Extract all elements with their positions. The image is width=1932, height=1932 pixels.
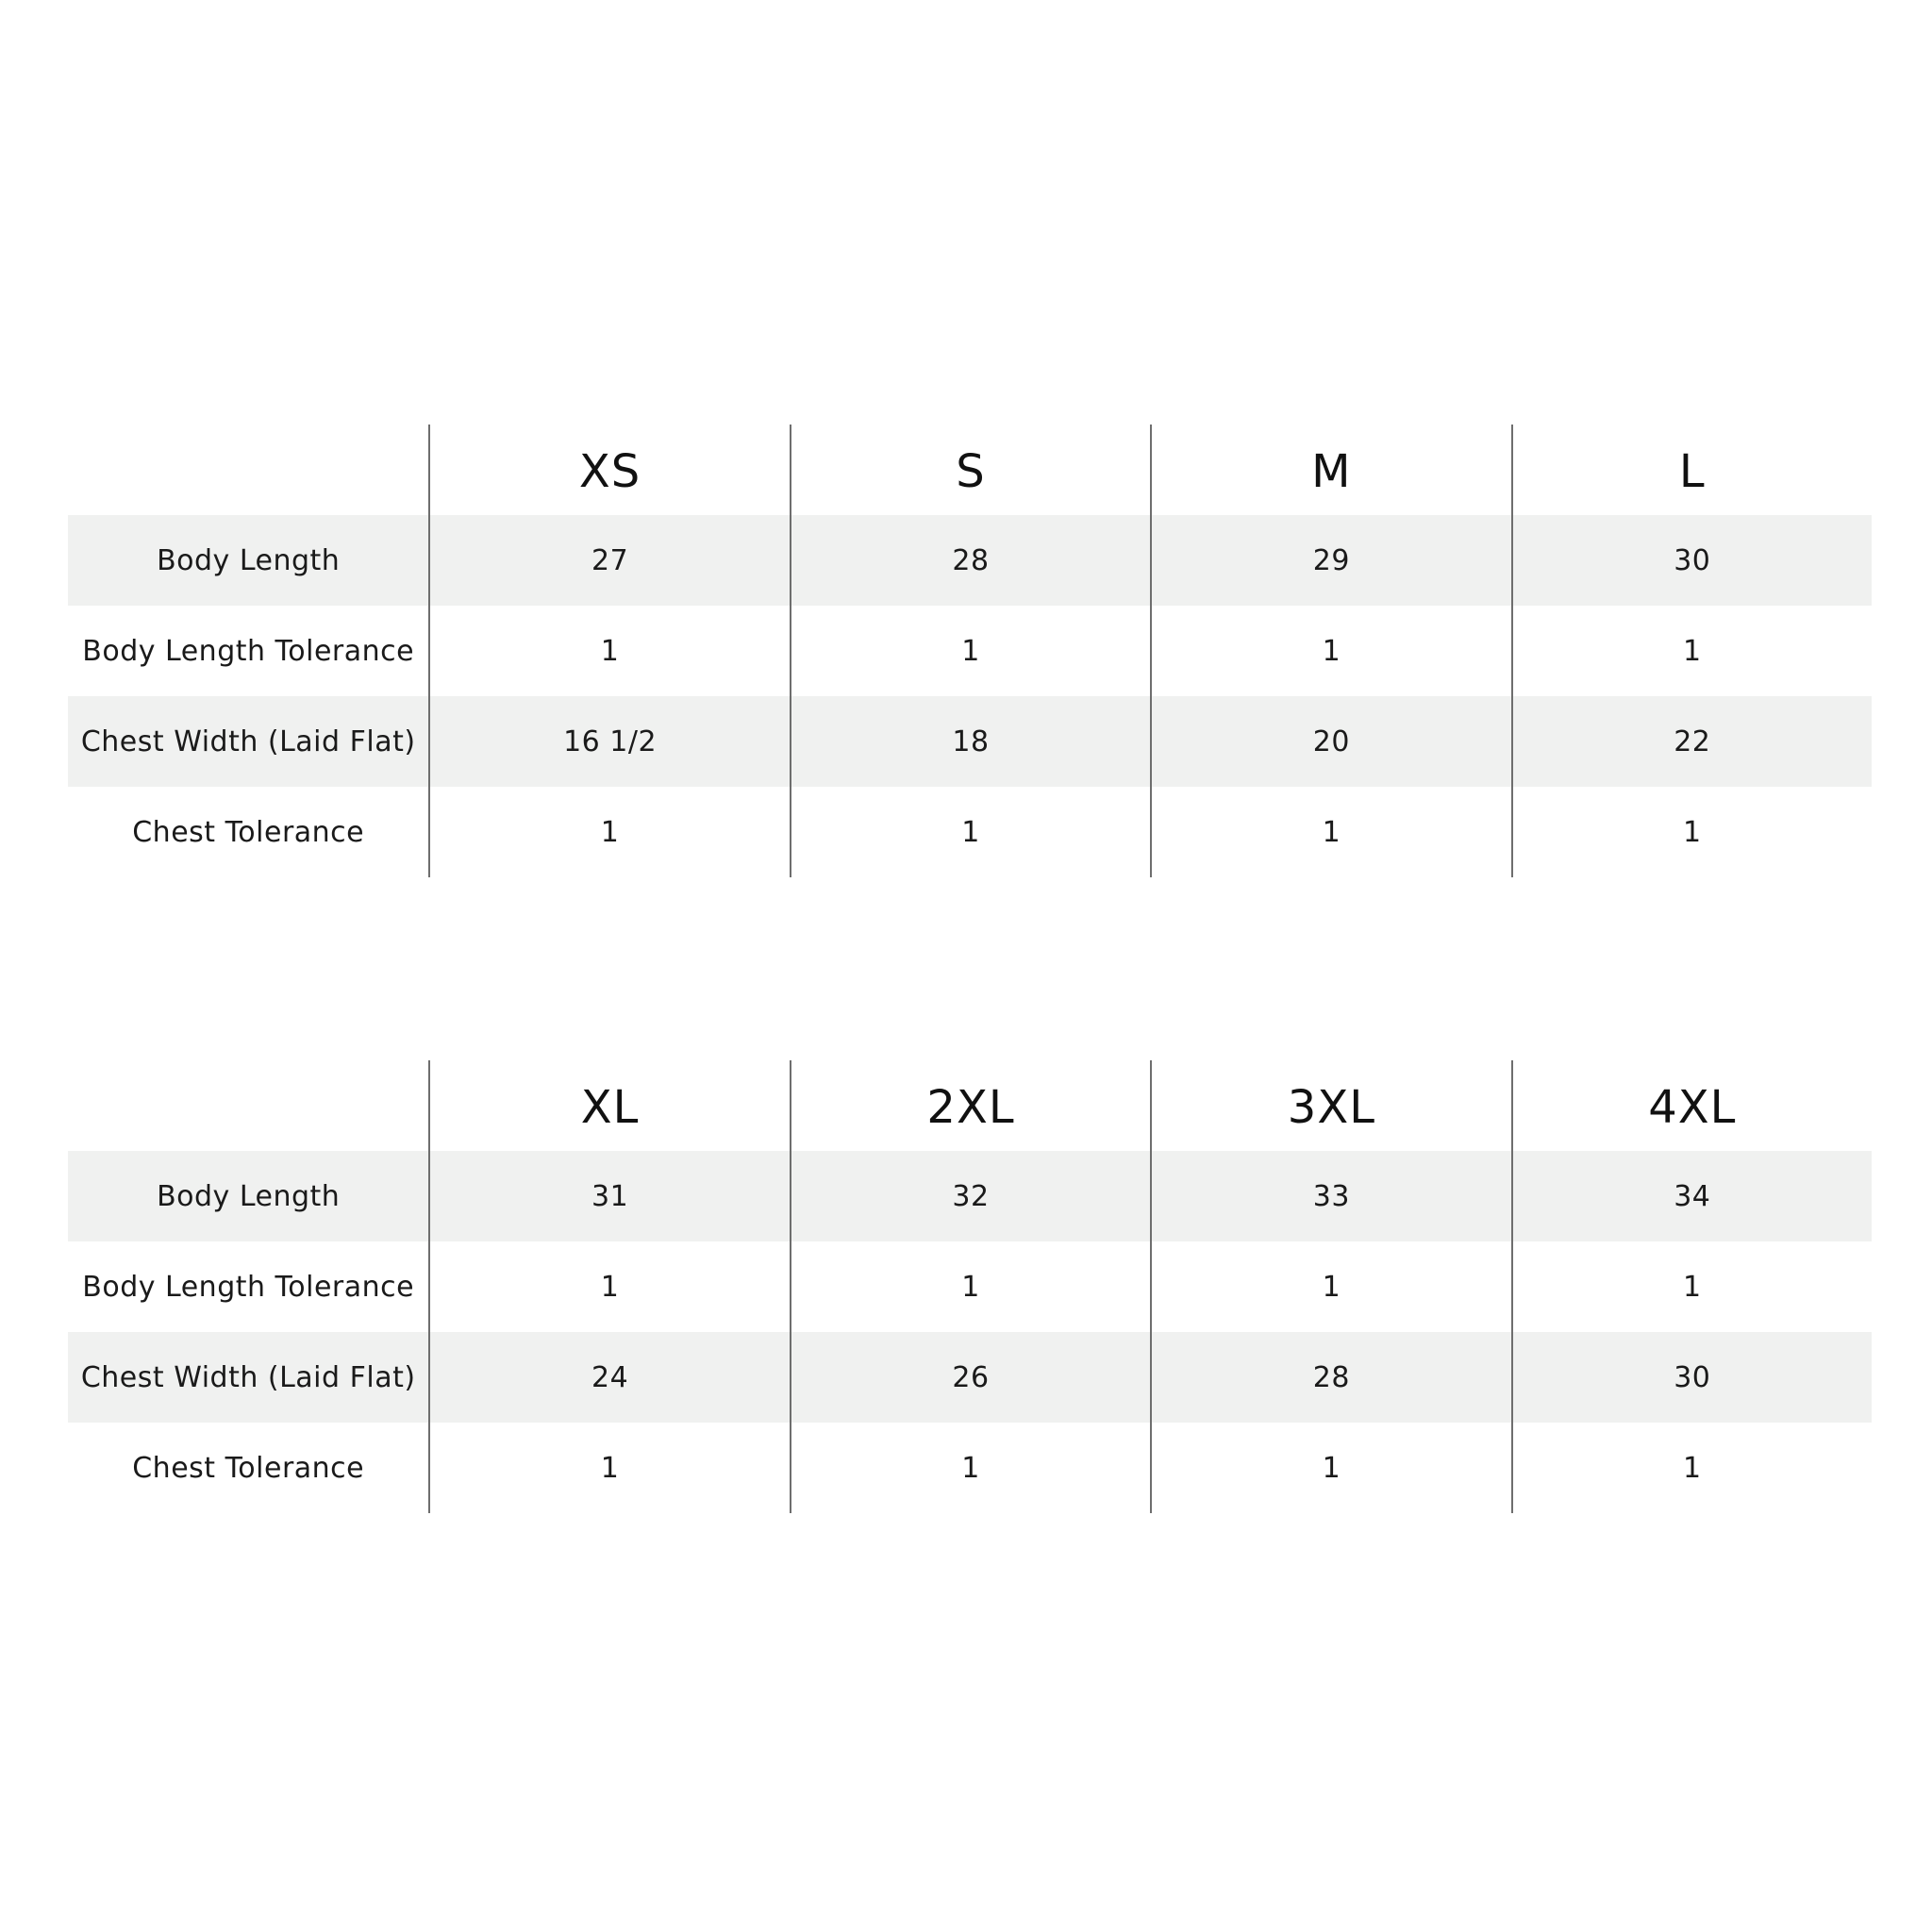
row-label-chest-width: Chest Width (Laid Flat)	[68, 1332, 428, 1423]
measurement-cell: 29	[1150, 515, 1510, 606]
row-label-chest-tolerance: Chest Tolerance	[132, 815, 365, 849]
measurement-cell: 1	[428, 606, 789, 696]
measurement-cell: 30	[1511, 1332, 1872, 1423]
measurement-cell: 28	[790, 515, 1150, 606]
size-header: 2XL	[790, 1060, 1150, 1151]
measurement-cell: 22	[1511, 696, 1872, 787]
row-label-chest-tolerance: Chest Tolerance	[132, 1451, 365, 1485]
measurement-cell: 1	[790, 606, 1150, 696]
measurement-cell: 24	[428, 1332, 789, 1423]
size-chart-table-2	[68, 1060, 1872, 1513]
row-label-body-length: Body Length	[68, 515, 428, 606]
row-label-body-length-tolerance: Body Length Tolerance	[82, 634, 415, 668]
measurement-cell: 1	[1511, 606, 1872, 696]
measurement-cell: 1	[1511, 1423, 1872, 1513]
row-label-body-length: Body Length	[68, 1151, 428, 1241]
measurement-cell: 1	[428, 1241, 789, 1332]
header-corner-cell	[68, 425, 428, 515]
measurement-cell: 1	[1150, 1241, 1510, 1332]
size-header: XL	[428, 1060, 789, 1151]
size-header: XS	[428, 425, 789, 515]
measurement-cell: 1	[1150, 606, 1510, 696]
measurement-cell: 26	[790, 1332, 1150, 1423]
measurement-cell: 1	[790, 787, 1150, 877]
measurement-cell: 1	[428, 1423, 789, 1513]
measurement-cell: 1	[428, 787, 789, 877]
size-chart-table-1	[68, 425, 1872, 877]
size-header: S	[790, 425, 1150, 515]
measurement-cell: 28	[1150, 1332, 1510, 1423]
measurement-cell: 30	[1511, 515, 1872, 606]
size-header: 4XL	[1511, 1060, 1872, 1151]
measurement-cell: 1	[790, 1423, 1150, 1513]
measurement-cell: 18	[790, 696, 1150, 787]
measurement-cell: 1	[1150, 787, 1510, 877]
row-label-body-length-tolerance: Body Length Tolerance	[82, 1270, 415, 1304]
measurement-cell: 20	[1150, 696, 1510, 787]
measurement-cell: 16 1/2	[428, 696, 789, 787]
header-corner-cell	[68, 1060, 428, 1151]
measurement-cell: 34	[1511, 1151, 1872, 1241]
row-label-chest-width: Chest Width (Laid Flat)	[68, 696, 428, 787]
size-header: M	[1150, 425, 1510, 515]
measurement-cell: 33	[1150, 1151, 1510, 1241]
size-header: L	[1511, 425, 1872, 515]
measurement-cell: 27	[428, 515, 789, 606]
measurement-cell: 1	[790, 1241, 1150, 1332]
measurement-cell: 1	[1511, 1241, 1872, 1332]
measurement-cell: 32	[790, 1151, 1150, 1241]
size-header: 3XL	[1150, 1060, 1510, 1151]
measurement-cell: 1	[1150, 1423, 1510, 1513]
measurement-cell: 1	[1511, 787, 1872, 877]
measurement-cell: 31	[428, 1151, 789, 1241]
